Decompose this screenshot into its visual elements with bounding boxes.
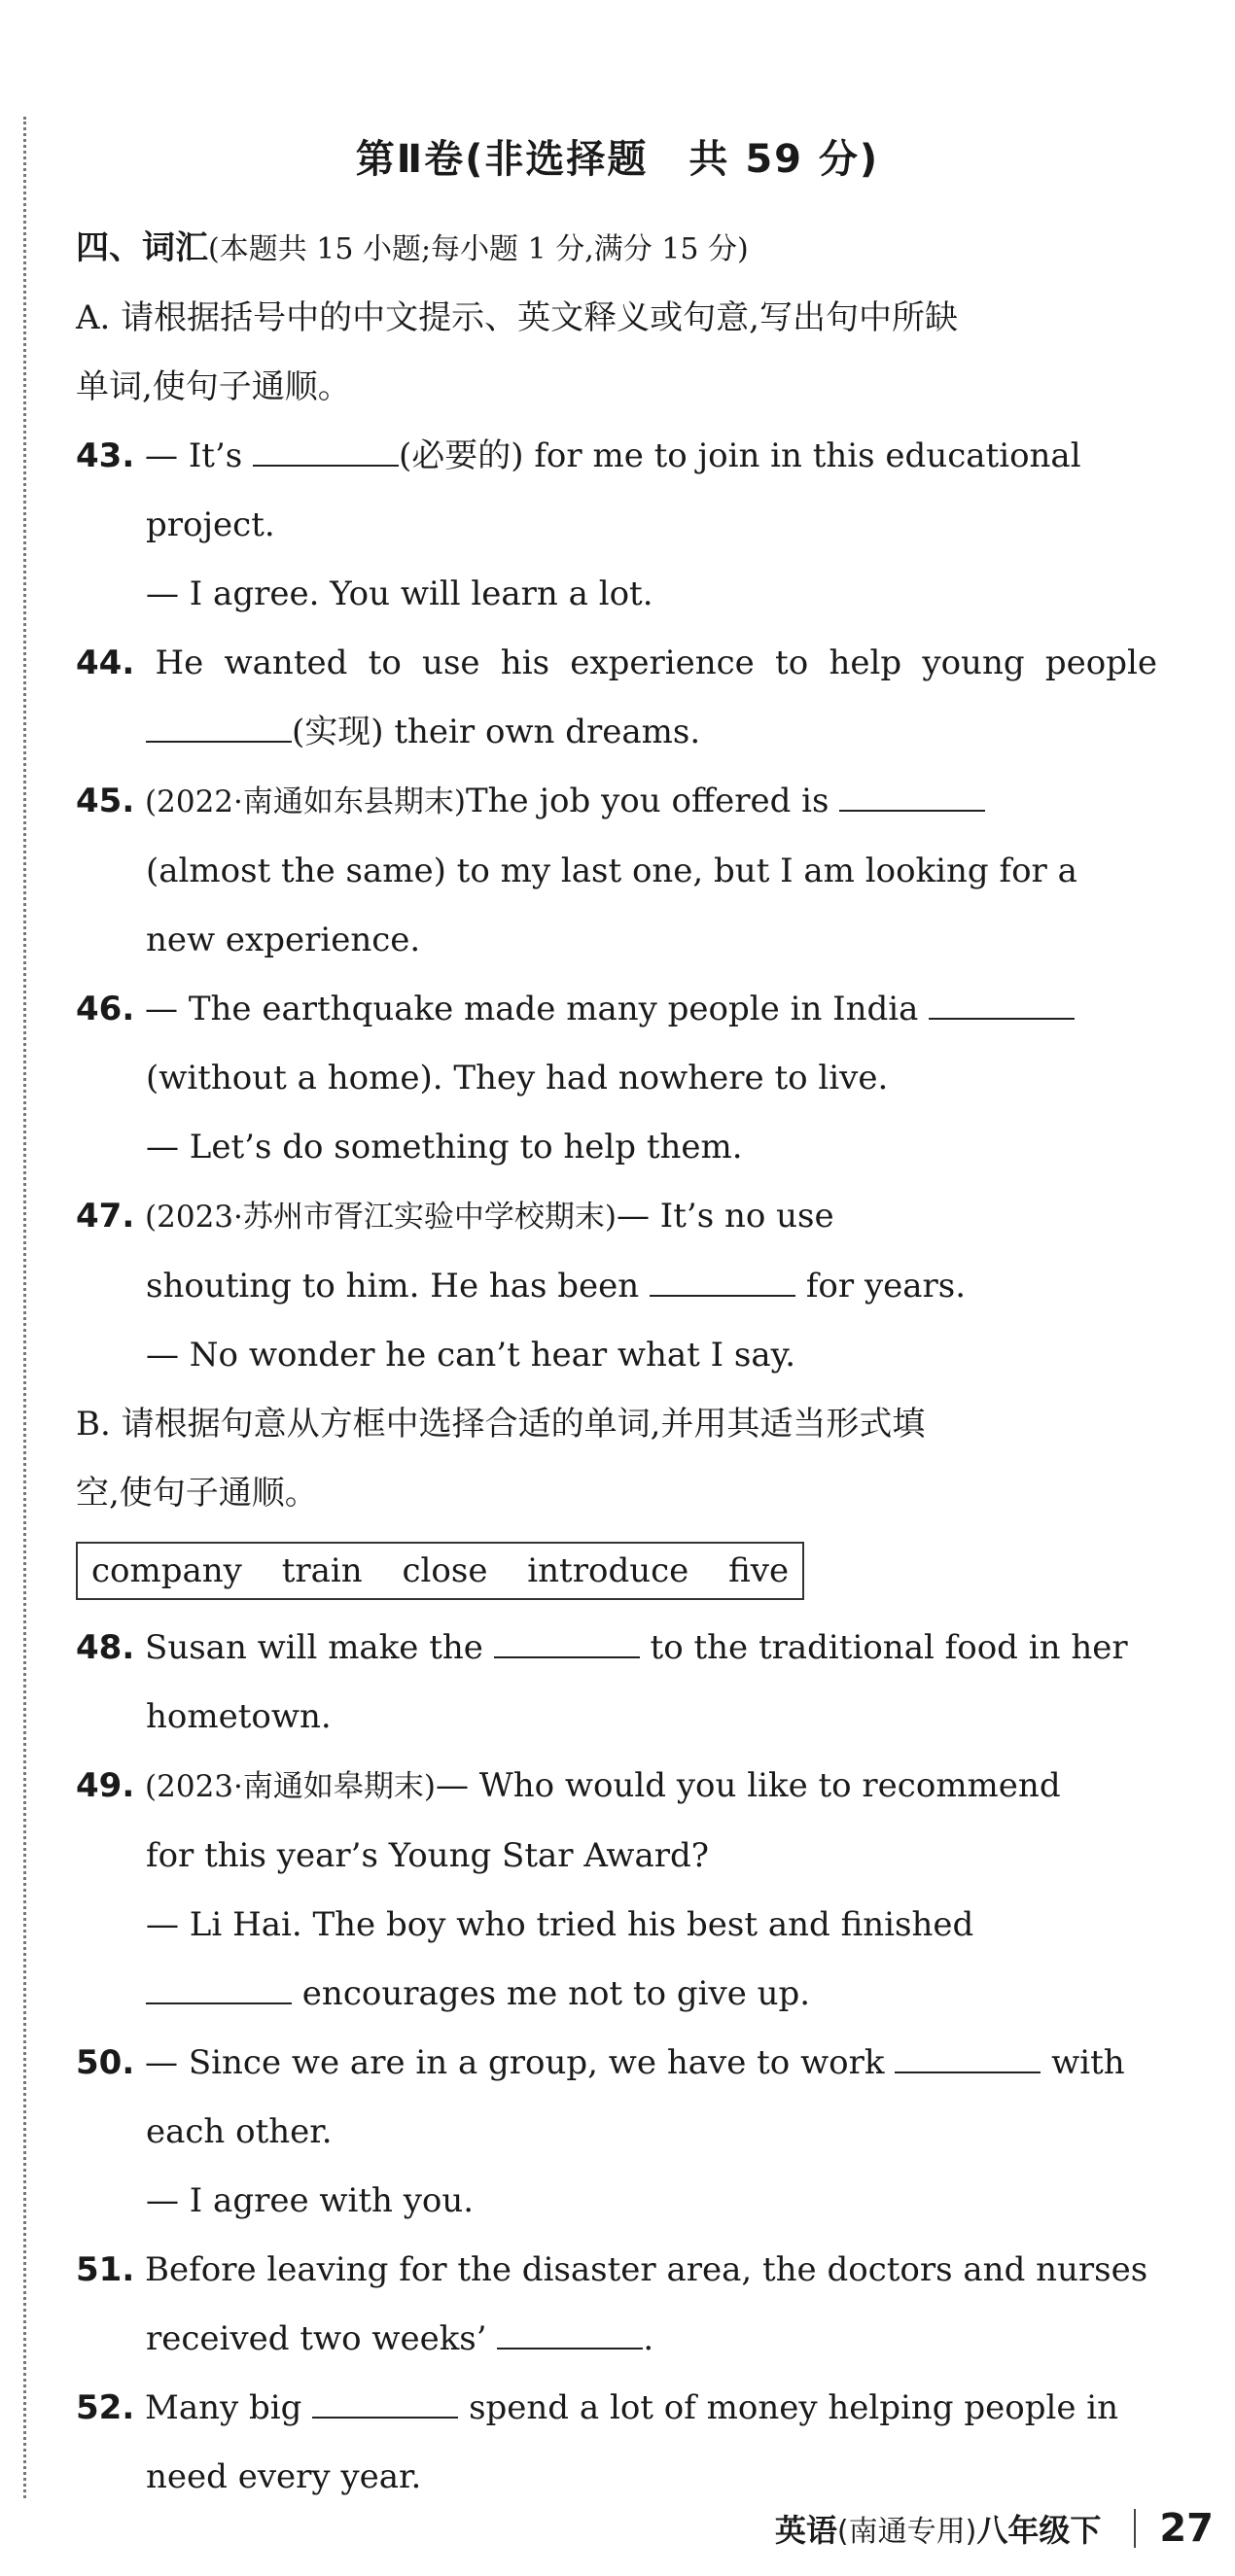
question-number: 43. (76, 436, 135, 475)
answer-blank[interactable] (146, 1973, 292, 2004)
word-bank-item: introduce (527, 1551, 689, 1590)
question-number: 52. (76, 2388, 135, 2427)
question-49-line4: encourages me not to give up. (76, 1960, 1157, 2029)
question-49: 49. (2023·南通如皋期末)— Who would you like to recommend (76, 1752, 1157, 1822)
question-number: 51. (76, 2250, 135, 2289)
section-label: 四、词汇 (76, 228, 208, 267)
answer-blank[interactable] (929, 989, 1075, 1020)
word-bank-item: close (402, 1551, 488, 1590)
question-number: 46. (76, 990, 135, 1028)
question-47-line2: shouting to him. He has been for years. (146, 1267, 967, 1305)
question-number: 48. (76, 1628, 135, 1667)
question-45-line3: new experience. (146, 921, 421, 959)
question-44: 44. He wanted to use his experience to help young people (76, 629, 1157, 698)
question-43-reply: — I agree. You will learn a lot. (146, 574, 653, 613)
question-source: (2023·苏州市胥江实验中学校期末) (145, 1200, 617, 1235)
question-48-cont: hometown. (146, 1697, 332, 1736)
answer-blank[interactable] (253, 435, 399, 467)
page-number: 27 (1159, 2506, 1214, 2551)
question-46: 46. — The earthquake made many people in India (76, 975, 1157, 1044)
page-footer (775, 2506, 1214, 2551)
question-50: 50. — Since we are in a group, we have to work with (76, 2029, 1157, 2098)
question-46-reply: — Let’s do something to help them. (146, 1128, 743, 1166)
word-bank-box (76, 1542, 804, 1600)
answer-blank[interactable] (650, 1266, 795, 1297)
question-51: 51. Before leaving for the disaster area, the doctors and nurses (76, 2236, 1157, 2305)
question-43: 43. — It’s (必要的) for me to join in this educational (76, 422, 1157, 491)
question-47: 47. (2023·苏州市胥江实验中学校期末)— It’s no use (76, 1182, 1157, 1252)
section-heading (76, 214, 1157, 284)
footer-divider (1134, 2509, 1136, 2548)
question-number: 49. (76, 1766, 135, 1805)
part-a-instruction-line1: A. 请根据括号中的中文提示、英文释义或句意,写出句中所缺 (76, 298, 958, 337)
book-title: 英语(南通专用)八年级下 (774, 2512, 1102, 2549)
section-note: (本题共 15 小题;每小题 1 分,满分 15 分) (208, 232, 749, 266)
question-50-cont: each other. (146, 2112, 333, 2151)
question-source: (2022·南通如东县期末) (145, 784, 466, 819)
question-50-reply: — I agree with you. (146, 2181, 475, 2220)
word-bank-item: company (91, 1551, 242, 1590)
answer-blank[interactable] (839, 781, 985, 812)
question-43-cont: project. (146, 505, 275, 544)
question-source: (2023·南通如皋期末) (145, 1769, 436, 1804)
answer-blank[interactable] (895, 2042, 1041, 2073)
question-46-line2: (without a home). They had nowhere to live. (146, 1059, 889, 1097)
part-a-instruction-line2: 单词,使句子通顺。 (76, 367, 351, 406)
answer-blank[interactable] (494, 1627, 640, 1658)
margin-dotted-rule (23, 117, 26, 2498)
question-number: 45. (76, 782, 135, 820)
question-44-cont: (实现) their own dreams. (76, 698, 1157, 767)
question-number: 47. (76, 1197, 135, 1236)
part-b-instruction-line1: B. 请根据句意从方框中选择合适的单词,并用其适当形式填 (76, 1405, 926, 1444)
question-48: 48. Susan will make the to the traditional food in her (76, 1614, 1157, 1683)
question-45: 45. (2022·南通如东县期末)The job you offered is (76, 767, 1157, 837)
question-number: 44. (76, 644, 135, 682)
paper-title: 第Ⅱ卷(非选择题 共 59 分) (355, 137, 880, 182)
question-number: 50. (76, 2043, 135, 2082)
question-52-cont: need every year. (146, 2457, 422, 2496)
question-49-line3: — Li Hai. The boy who tried his best and finished (146, 1905, 974, 1944)
question-45-line2: (almost the same) to my last one, but I am looking for a (146, 852, 1077, 890)
answer-blank[interactable] (146, 712, 292, 743)
word-bank-item: five (728, 1551, 790, 1590)
word-bank-item: train (281, 1551, 363, 1590)
question-47-reply: — No wonder he can’t hear what I say. (146, 1336, 796, 1375)
question-52: 52. Many big spend a lot of money helping people in (76, 2374, 1157, 2443)
answer-blank[interactable] (497, 2318, 643, 2350)
question-49-line2: for this year’s Young Star Award? (146, 1836, 709, 1875)
answer-blank[interactable] (312, 2387, 458, 2419)
exercise-content (76, 214, 1157, 2512)
part-b-instruction-line2: 空,使句子通顺。 (76, 1474, 318, 1513)
question-51-line2: received two weeks’ . (146, 2319, 654, 2358)
